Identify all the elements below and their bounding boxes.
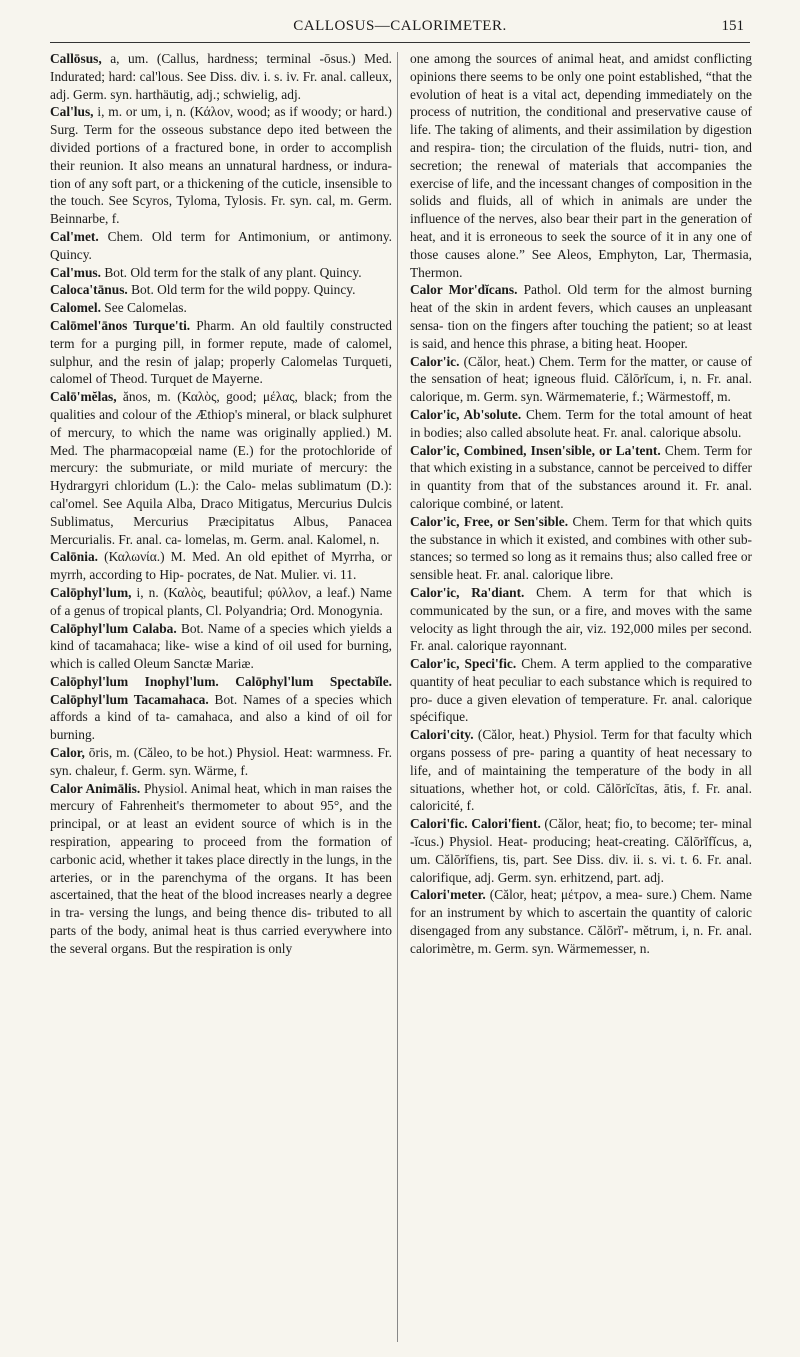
dictionary-entry — [410, 353, 752, 406]
entry-headword: Calor'ic. — [410, 353, 460, 369]
entry-headword: Calō'mĕlas, — [50, 389, 117, 405]
entry-headword: Cal'met. — [50, 228, 99, 244]
entry-text: (Călor, heat; μέτρον, a mea- sure.) Chem. Name for an instrument by which to ascertain the quantity of caloric disengaged from any substance. Călōrĭ'- mĕtrum, i, n. Fr. anal. calorimètre, m. Germ. syn. Wärmemesser, n. — [410, 887, 752, 956]
entry-text: a, um. (Callus, hardness; terminal -ōsus.) Med. Indurated; hard: cal'lous. See Diss. div. i. s. iv. Fr. anal. calleux, adj. Germ. syn. harthäutig, adj.; schwielig, adj. — [50, 51, 392, 102]
entry-headword: Calori'meter. — [410, 887, 486, 903]
dictionary-entry — [410, 886, 752, 957]
entry-headword: Calor Animālis. — [50, 780, 141, 796]
entry-headword: Calor'ic, Speci'fic. — [410, 656, 517, 672]
dictionary-entry — [50, 317, 392, 388]
entry-text: (Călor, heat.) Chem. Term for the matter, or cause of the sensation of heat; igneous fluid. Călōrĭcum, i, n. Fr. anal. calorique, m. Germ. syn. Wärmematerie, f.; Wärmestoff, m. — [410, 353, 752, 405]
dictionary-entry — [410, 815, 752, 886]
dictionary-entry — [50, 103, 392, 228]
dictionary-entry — [410, 50, 752, 281]
header-rule — [50, 42, 750, 43]
entry-text: Chem. Term for the total amount of heat in bodies; also called absolute heat. Fr. anal. calorique absolu. — [410, 406, 752, 440]
entry-headword: Callōsus, — [50, 51, 102, 66]
entry-text: Bot. Old term for the wild poppy. Quincy. — [127, 282, 356, 298]
entry-text: Bot. Old term for the stalk of any plant. Quincy. — [100, 264, 362, 280]
dictionary-entry — [50, 620, 392, 673]
dictionary-entry — [50, 228, 392, 264]
dictionary-entry — [410, 406, 752, 442]
entry-headword: Calōphyl'lum Inophyl'lum. Calōphyl'lum Spectabĭle. Calōphyl'lum Tacamahaca. — [50, 673, 392, 707]
entry-headword: Cal'lus, — [50, 104, 94, 120]
left-column — [50, 50, 392, 958]
dictionary-entry — [50, 264, 392, 282]
dictionary-entry — [410, 655, 752, 726]
entry-text: See Calomelas. — [100, 300, 187, 316]
dictionary-entry — [410, 281, 752, 352]
dictionary-entry — [410, 584, 752, 655]
entry-headword: Cal'mus. — [50, 264, 101, 280]
dictionary-entry — [50, 673, 392, 744]
entry-headword: Caloca'tānus. — [50, 282, 128, 298]
entry-text: Chem. Term for that which quits the substance in which it existed, and combines with other sub- stances; so termed so long as it remains thus; also called free or sensible heat. Fr. anal. calorique libre. — [410, 513, 752, 583]
entry-text: (Călor, heat; fio, to become; ter- minal -ĭcus.) Physiol. Heat- producing; heat-creating. Călōrĭfĭcus, a, um. Călōrĭfiens, tis, part. See Diss. div. ii. s. vi. t. 6. Fr. anal. calorifique, adj. Germ. syn. erhitzend, part. adj. — [410, 816, 753, 885]
dictionary-entry — [50, 281, 392, 299]
entry-headword: Calor'ic, Ra'diant. — [410, 584, 525, 600]
entry-text: i, m. or um, i, n. (Κάλον, wood; as if woody; or hard.) Surg. Term for the osseous substance depo ited between the divided portions of a fractured bone, in order to accomplish their reunion. It also means an unnatural hardness, or indura- tion of any soft part, or a thickening of the cuticle, insensible to the touch. See Scyros, Tyloma, Tylosis. Fr. syn. cal, m. Germ. Beinnarbe, f. — [50, 104, 392, 227]
entry-headword: Calōnia. — [50, 549, 98, 565]
entry-text: (Καλωνία.) M. Med. An old epithet of Myrrha, or myrrh, according to Hip- pocrates, de Nat. Mulier. vi. 11. — [50, 549, 392, 583]
entry-headword: Calomel. — [50, 300, 101, 316]
page-number: 151 — [721, 18, 744, 34]
dictionary-entry — [50, 548, 392, 584]
column-divider — [397, 52, 398, 1342]
entry-text: Physiol. Animal heat, which in man raises the mercury of Fahrenheit's thermometer to about 95°, and the principal, or at least an evident source of which is in the respiration, appearing to proceed from the formation of carbonic acid, whether it takes place directly in the lungs, in the arteries, or in the parenchyma of the organs. It has been ascertained, that the heat of the blood increases nearly a degree in tra- versing the lungs, and being thence dis- tributed to all parts of the body, animal heat is thus carried everywhere into the several organs. But the respiration is only — [50, 780, 392, 956]
entry-headword: Calor'ic, Ab'solute. — [410, 406, 522, 422]
running-header — [50, 18, 750, 44]
entry-headword: Calor, — [50, 745, 85, 761]
header-title: CALLOSUS—CALORIMETER. — [293, 18, 507, 34]
entry-headword: Calor Mor'dĭcans. — [410, 282, 518, 298]
entry-headword: Calōmel'ānos Turque'ti. — [50, 317, 191, 333]
entry-text: ănos, m. (Καλὸς, good; μέλας, black; from the qualities and colour of the Æthiop's mineral, or black sulphuret of mercury, to which the name was originally applied.) M. Med. The pharmacopœial name (E.) for the protochloride of mercury: the submuriate, or mild muriate of mercury: the Hydrargyri chloridum (L.): the Calo- melas sublimatum (D.): cal'omel. See Aquila Alba, Draco Mitigatus, Mercurius Dulcis Sublimatus, Mercurius Præcipitatus Albus, Panacea Mercurialis. Fr. anal. ca- lomelas, m. Germ. anal. Kalomel, n. — [50, 389, 392, 547]
entry-headword: Calor'ic, Free, or Sen'sible. — [410, 513, 569, 529]
dictionary-entry — [50, 50, 392, 103]
entry-headword: Calor'ic, Combined, Insen'sible, or La'tent. — [410, 442, 661, 458]
entry-text: ōris, m. (Căleo, to be hot.) Physiol. Heat: warmness. Fr. syn. chaleur, f. Germ. syn. Wärme, f. — [50, 745, 392, 778]
right-column — [410, 50, 752, 958]
dictionary-entry — [50, 584, 392, 620]
dictionary-entry — [50, 744, 392, 780]
entry-text: Pharm. An old faultily constructed term for a purging pill, in former repute, made of calomel, sulphur, and the resin of jalap; properly Calomelas Turqueti, calomel of Theod. Turquet de Mayerne. — [50, 317, 392, 387]
entry-text: Chem. Old term for Antimonium, or antimony. Quincy. — [50, 228, 392, 262]
entry-headword: Calōphyl'lum, — [50, 584, 132, 600]
entry-text: Chem. A term for that which is communicated by the sun, or a fire, and moves with the same velocity as light through the air, viz. 192,000 miles per second. Fr. anal. calorique rayonnant. — [410, 584, 752, 654]
dictionary-entry — [50, 780, 392, 958]
entry-text: i, n. (Καλὸς, beautiful; φύλλον, a leaf.) Name of a genus of tropical plants, Cl. Polyandria; Ord. Monogynia. — [50, 584, 392, 618]
dictionary-entry — [50, 388, 392, 548]
dictionary-entry — [50, 299, 392, 317]
entry-text: one among the sources of animal heat, and amidst conflicting opinions there seems to be only one point established, “that the evolution of heat is a vital act, depending immediately on the process of nutrition, the conditional and preservative cause of life. The taking of aliments, and their assimilation by digestion and respira- tion; the circulation of the fluids, nutri- tion, and secretion; the renewal of materials that accompanies the exercise of life, and the incessant changes of composition in the solids and fluids, all of which in animals are under the influence of the nerves, also bear their part in the generation of heat, and it is erroneous to seek the source of it in any one of those causes alone.” See Aleos, Emphyton, Lar, Thermasia, Thermon. — [410, 51, 752, 280]
entry-text: Pathol. Old term for the almost burning heat of the skin in ardent fevers, which causes an unpleasant sensa- tion on the fingers after touching the patient; so at least is said, and hence this phrase, a biting heat. Hooper. — [410, 282, 753, 351]
entry-headword: Calori'fic. Calori'fient. — [410, 816, 541, 832]
entry-headword: Calori'city. — [410, 727, 474, 743]
entry-text: Bot. Name of a species which yields a kind of tacamahaca; like- wise a kind of oil used for burning, which is called Oleum Sanctæ Mariæ. — [50, 620, 392, 672]
dictionary-entry — [410, 513, 752, 584]
entry-text: Chem. Term for that which existing in a substance, cannot be perceived to differ in quantity from that of the substances around it. Fr. anal. calorique combiné, or latent. — [410, 442, 752, 511]
entry-text: Chem. A term applied to the comparative quantity of heat peculiar to each substance which is required to pro- duce a given elevation of temperature. Fr. anal. calorique spécifique. — [410, 656, 752, 725]
dictionary-entry — [410, 442, 752, 513]
entry-text: (Călor, heat.) Physiol. Term for that faculty which organs possess of pre- paring a quantity of heat necessary to life, and of maintaining the temperature of the body in all situations, whether hot, or cold. Călōrĭcĭtas, ātis, f. Fr. anal. caloricité, f. — [410, 727, 752, 814]
entry-text: Bot. Names of a species which affords a kind of ta- camahaca, and also a kind of oil for burning. — [50, 691, 392, 743]
entry-headword: Calōphyl'lum Calaba. — [50, 620, 177, 636]
dictionary-entry — [410, 726, 752, 815]
